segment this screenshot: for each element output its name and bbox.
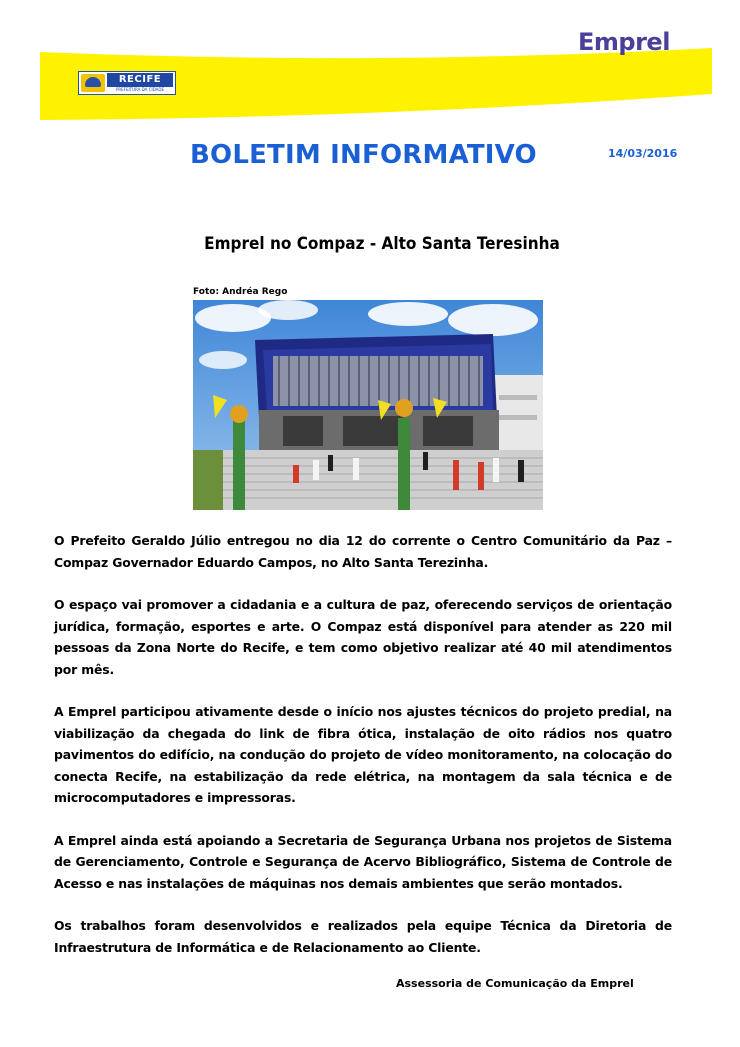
paragraph-2: O espaço vai promover a cidadania e a cultura de paz, oferecendo serviços de orientação jurídica, formação, esportes e arte. O Compaz está disponível para atender as 220 mil pessoas da Zona Norte do Recife, e tem como objetivo realizar até 40 mil atendimentos por mês. xyxy=(54,597,672,677)
compaz-building-photo xyxy=(193,300,543,510)
paragraph-1: O Prefeito Geraldo Júlio entregou no dia 12 do corrente o Centro Comunitário da Paz – Compaz Governador Eduardo Campos, no Alto Santa Terezinha. xyxy=(54,533,672,570)
signature: Assessoria de Comunicação da Emprel xyxy=(396,977,634,990)
recife-logo xyxy=(78,71,176,95)
page-title: BOLETIM INFORMATIVO xyxy=(190,140,537,170)
paragraph-5: Os trabalhos foram desenvolvidos e realizados pela equipe Técnica da Diretoria de Infraestrutura de Informática e de Relacionamento ao Cliente. xyxy=(54,918,672,955)
article-title: Emprel no Compaz - Alto Santa Teresinha xyxy=(204,234,560,254)
paragraph-4: A Emprel ainda está apoiando a Secretaria de Segurança Urbana nos projetos de Sistema de Gerenciamento, Controle e Segurança de Acervo Bibliográfico, Sistema de Controle de Acesso e nas instalações de máquinas nos demais ambientes que serão montados. xyxy=(54,832,672,891)
paragraph-3: A Emprel participou ativamente desde o início nos ajustes técnicos do projeto predial, na viabilização da chegada do link de fibra ótica, instalação de oito rádios nos quatro pavimentos do edifício, na condução do projeto de vídeo monitoramento, na colocação do conecta Recife, na estabilização da rede elétrica, na montagem da sala técnica e de microcomputadores e impressoras. xyxy=(54,704,672,805)
recife-logo-sub: PREFEITURA DA CIDADE xyxy=(115,87,165,92)
recife-logo-name: RECIFE xyxy=(107,73,173,87)
photo-credit: Foto: Andréa Rego xyxy=(193,287,288,297)
header-band xyxy=(0,0,740,125)
recife-crest-icon xyxy=(81,74,105,92)
article-body xyxy=(54,530,672,979)
date: 14/03/2016 xyxy=(608,147,678,160)
emprel-logo: Emprel xyxy=(578,28,670,56)
